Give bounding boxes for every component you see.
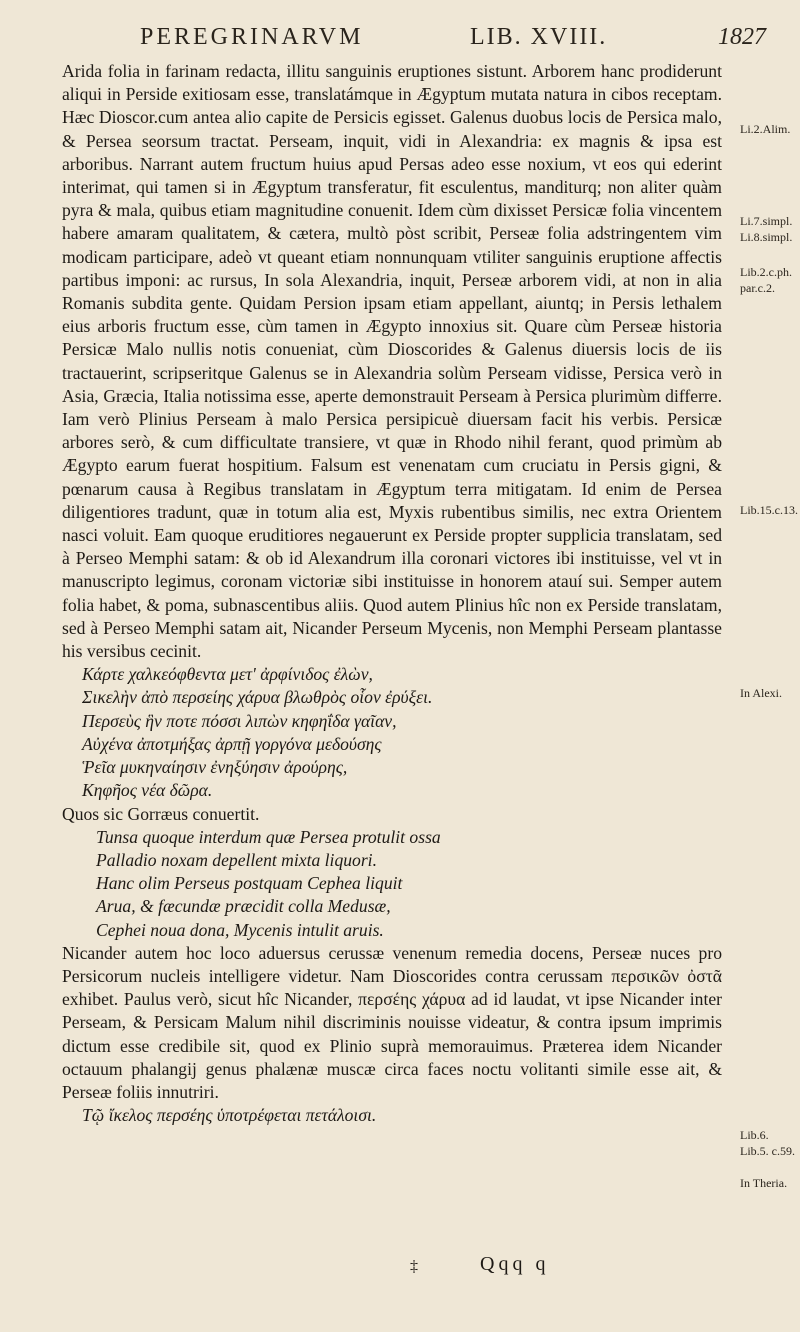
running-head-title: PEREGRINARVM: [140, 24, 364, 50]
margin-note: In Alexi.: [740, 686, 782, 700]
margin-note: Lib.15.c.13.: [740, 503, 798, 517]
margin-note: Li.7.simpl.: [740, 214, 793, 228]
paragraph-1: Arida folia in farinam redacta, illitu sanguinis eruptiones sistunt. Arborem hanc prodiderunt aliqui in Perside exitiosam esse, translatámque in Ægyptum mutata natura in cibos receptam. Hæc Dioscor.cum antea alio capite de Persicis egisset. Galenus duobus locis de Persica malo, & Persea seorsum tractat. Perseam, inquit, vidi in Alexandria: ex magnis & ipsa est arboribus. Narrant autem fructum huius apud Persas adeo esse noxium, vt eos qui ederint interimat, qui tamen si in Ægyptum transferatur, fit esculentus, manditurq; non aliter quàm pyra & mala, quibus etiam magnitudine conuenit. Idem cùm dixisset Persicæ folia vincentem habere amaram qualitatem, & cætera, multò pòst scribit, Perseæ folia adstringentem vim modicam participare, adeò vt queant etiam nonnunquam vtiliter sanguinis eruptione affectis partibus imponi: ac rursus, In sola Alexandria, inquit, Perseæ arborem vidi, at non in alia Romanis subdita gente. Quidam Persion ipsam etiam appellant, aiuntq; in Persis lethalem eius arboris fructum esse, cùm tamen in Ægypto innoxius sit. Quare cùm Perseæ historia Persicæ Malo nullis notis conueniat, cùm Dioscorides & Galenus diuersis locis de iis tractauerint, scripseritque Galenus se in Alexandria solùm Perseam vidisse, Persica verò in Asia, Græcia, Italia notissima esse, aperte demonstrauit Perseam à Persica plurimùm differre. Iam verò Plinius Perseam à malo Persica persipicuè diuersam facit his verbis. Persicæ arbores serò, & cum difficultate transiere, vt quæ in Rhodo nihil ferant, quod primùm ab Ægypto earum fuerat hospitium. Falsum est venenatam cum cruciatu in Persis gigni, & pœnarum causa à Regibus translatam in Ægyptum terra mitigatam. Id enim de Persea diligentiores tradunt, quæ in totum alia est, Myxis rubentibus similis, nec extra Orientem nasci voluit. Eam quoque eruditiores negauerunt ex Perside propter supplicia translatam, sed à Perseo Memphi satam: & ob id Alexandrum illa coronari victores ibi instituisse, vel vt in manuscripto legimus, coronam victoriæ sibi instituisse in honorem atauí sui. Semper autem folia habet, & poma, subnascentibus aliis. Quod autem Plinius hîc non ex Perside translatam, sed à Perseo Memphi satam ait, Nicander Perseum Mycenis, non Memphi Perseam plantasse his versibus cecinit.: [62, 61, 722, 662]
paragraph-2: Nicander autem hoc loco aduersus cerussæ venenum remedia docens, Perseæ nuces pro Persicorum nucleis intelligere videtur. Nam Dioscorides contra cerussam περσικῶν ὀστᾶ exhibet. Paulus verò, sicut hîc Nicander, περσέης χάρυα ad id laudat, vt ipse Nicander inter Perseam, & Persicam Malum nihil discriminis nouisse videatur, & contra ipsum imprimis dictum esse credibile sit, quod ex Plinio suprà memorauimus. Præterea idem Nicander octauum phalangij genus phalænæ muscæ circa faces noctu volitanti simile esse ait, & Perseæ foliis innutriri.: [62, 942, 722, 1102]
signature-mark: Qqq q: [480, 1253, 550, 1275]
running-head-book: LIB. XVIII.: [470, 24, 608, 50]
margin-note: In Theria.: [740, 1176, 788, 1190]
greek-verse-line: Κηφῆος νέα δῶρα.: [82, 780, 213, 801]
body-text: [62, 60, 722, 1127]
latin-verse-line: Cephei noua dona, Mycenis intulit aruis.: [96, 919, 384, 940]
footer-mark: ‡: [410, 1258, 418, 1275]
latin-verse-line: Tunsa quoque interdum quæ Persea protulit ossa: [96, 826, 441, 847]
greek-verse-line: Κάρτε χαλκεόφθεντα μετ' ἀρφίνιδος ἐλὼν,: [82, 664, 373, 685]
greek-verse-line: Περσεὺς ἣν ποτε πόσσι λιπὼν κηφηΐδα γαῖαν,: [82, 710, 397, 731]
running-head: [140, 24, 770, 64]
greek-closing-line: Τῷ ἴκελος περσέης ὑποτρέφεται πετάλοισι.: [82, 1105, 377, 1126]
margin-note: Li.8.simpl.: [740, 230, 793, 244]
latin-verse-line: Arua, & fæcundæ præcidit colla Medusæ,: [96, 896, 391, 917]
latin-verse-line: Hanc olim Perseus postquam Cephea liquit: [96, 873, 403, 894]
margin-note: Lib.2.c.ph.: [740, 265, 792, 279]
margin-note: Lib.5. c.59.: [740, 1144, 795, 1158]
margin-note: Li.2.Alim.: [740, 122, 791, 136]
greek-verse: [82, 663, 722, 802]
latin-verse-line: Palladio noxam depellent mixta liquori.: [96, 849, 377, 870]
margin-note: par.c.2.: [740, 281, 775, 295]
greek-verse-line: Ῥεῖα μυκηναίησιν ἐνηξύησιν ἀρούρης,: [82, 757, 348, 778]
latin-verse: [96, 826, 722, 942]
greek-verse-line: Σικελὴν ἀπὸ περσείης χάρυα βλωθρὸς οἷον ἐρύξει.: [82, 687, 433, 708]
greek-verse-line: Αὐχένα ἀποτμήξας ἀρπῇ γοργόνα μεδούσης: [82, 733, 382, 754]
margin-note: Lib.6.: [740, 1128, 769, 1142]
page-number: 1827: [718, 24, 766, 50]
translator-line: Quos sic Gorræus conuertit.: [62, 803, 260, 824]
